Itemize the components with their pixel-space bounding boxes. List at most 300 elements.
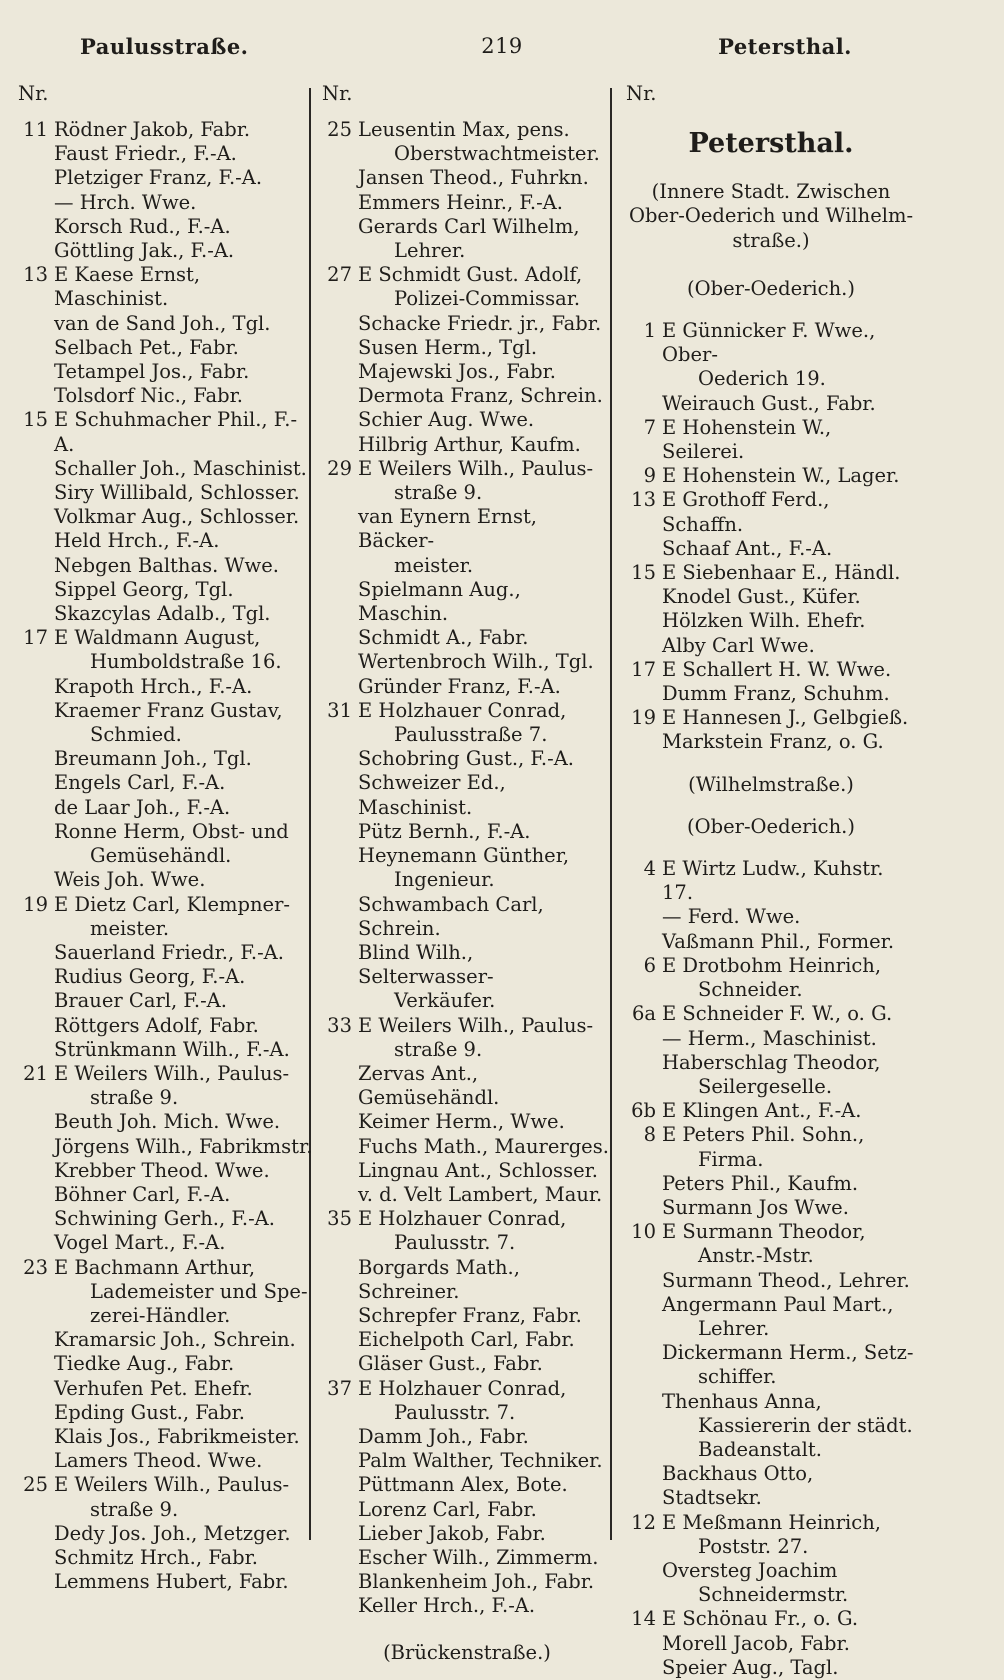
resident-text: Tolsdorf Nic., Fabr. [54,384,243,408]
resident-text: Epding Gust., Fabr. [54,1400,245,1424]
resident-text: zerei-Händler. [90,1303,231,1327]
house-number: 15 [631,561,656,585]
resident-text: Volkmar Aug., Schlosser. [54,505,300,529]
entry-line [626,319,916,367]
resident-text: Strünkmann Wilh., F.-A. [54,1037,290,1061]
resident-text: Weirauch Gust., Fabr. [662,391,876,415]
house-number: 1 [643,319,656,343]
entry-line [626,1293,916,1317]
entry-line [18,142,314,166]
resident-text: Lingnau Ant., Schlosser. [358,1158,598,1182]
house-number: 37 [327,1376,352,1400]
entry-line [322,1522,612,1546]
entry-line [322,699,612,723]
resident-text: Hilbrig Arthur, Kaufm. [358,432,581,456]
entry-line [626,416,916,464]
resident-text: Eichelpoth Carl, Fabr. [358,1328,575,1352]
entry-line [18,457,314,481]
entry-continuation [322,239,612,263]
entry-line [322,263,612,287]
house-number: 17 [631,657,656,681]
entry-continuation [322,554,612,578]
resident-text: Emmers Heinr., F.-A. [358,190,563,214]
entry-line [18,1425,314,1449]
entry-line [18,118,314,142]
resident-text: Skazcylas Adalb., Tgl. [54,602,271,626]
entry-list [626,319,916,755]
entry-line [18,166,314,190]
entry-line [18,578,314,602]
resident-text: Pletziger Franz, F.-A. [54,166,263,190]
resident-text: Paulusstraße 7. [394,723,548,747]
house-number: 7 [643,415,656,439]
resident-text: Krebber Theod. Wwe. [54,1158,270,1182]
entry-line [18,263,314,311]
resident-text: Morell Jacob, Fabr. [662,1631,850,1655]
resident-text: Sauerland Friedr., F.-A. [54,940,284,964]
resident-text: Damm Joh., Fabr. [358,1424,529,1448]
resident-text: Vogel Mart., F.-A. [54,1231,226,1255]
entry-line [626,1196,916,1220]
resident-text: Lehrer. [698,1316,770,1340]
entry-continuation [626,1583,916,1607]
resident-text: E Weilers Wilh., Paulus- [54,1061,290,1085]
house-number: 12 [631,1510,656,1534]
resident-text: E Weilers Wilh., Paulus- [358,1013,594,1037]
resident-text: Held Hrch., F.-A. [54,529,220,553]
house-number: 10 [631,1220,656,1244]
house-number: 13 [631,488,656,512]
entry-line [322,1449,612,1473]
house-number: 17 [23,626,48,650]
entry-line [18,1014,314,1038]
resident-text: Siry Willibald, Schlosser. [54,481,300,505]
resident-text: Röttgers Adolf, Fabr. [54,1013,259,1037]
resident-text: Surmann Theod., Lehrer. [662,1268,910,1292]
resident-text: — Herm., Maschinist. [662,1026,877,1050]
resident-text: Oversteg Joachim [662,1558,838,1582]
resident-text: E Holzhauer Conrad, [358,1376,567,1400]
resident-text: E Weilers Wilh., Paulus- [358,456,594,480]
entry-line [18,602,314,626]
entry-list [18,118,314,1594]
house-number: 14 [631,1607,656,1631]
resident-text: E Hohenstein W., Seilerei. [662,415,832,464]
entry-continuation [626,1535,916,1559]
entry-line [626,1172,916,1196]
resident-text: Lamers Theod. Wwe. [54,1449,263,1473]
entry-line [626,464,916,488]
resident-text: Ronne Herm, Obst- und [54,819,289,843]
entry-line [322,844,612,868]
house-number: 25 [327,118,352,141]
entry-line [18,1546,314,1570]
entry-line [626,1099,916,1123]
resident-text: Kassiererin der städt. [698,1413,913,1437]
resident-text: Leusentin Max, pens. [358,118,570,141]
entry-line [322,650,612,674]
entry-line [626,930,916,954]
entry-line [18,1135,314,1159]
resident-text: Verhufen Pet. Ehefr. [54,1376,253,1400]
entry-line [626,1123,916,1147]
entry-line [322,457,612,481]
resident-text: Schweizer Ed., Maschinist. [358,771,506,819]
resident-text: Alby Carl Wwe. [662,633,815,657]
entry-line [18,554,314,578]
resident-text: Dumm Franz, Schuhm. [662,682,890,706]
resident-text: E Dietz Carl, Klempner- [54,892,290,916]
nr-label: Nr. [322,82,353,105]
resident-text: Klais Jos., Fabrikmeister. [54,1424,300,1448]
entry-line [322,505,612,553]
resident-text: Lorenz Carl, Fabr. [358,1497,537,1521]
resident-text: straße 9. [90,1497,179,1521]
description-line: (Innere Stadt. Zwischen [651,180,891,204]
resident-text: Anstr.-Mstr. [698,1244,814,1268]
resident-text: Keller Hrch., F.-A. [358,1594,536,1618]
description-line: straße.) [732,228,810,252]
entry-continuation [626,978,916,1002]
resident-text: Lehrer. [394,239,466,263]
next-street-heading: (Brückenstraße.) [383,1640,551,1664]
house-number: 33 [327,1013,352,1037]
resident-text: Gründer Franz, F.-A. [358,674,561,698]
resident-text: Firma. [698,1147,764,1171]
entry-line [626,857,916,905]
entry-line [322,1352,612,1376]
resident-text: van Eynern Ernst, Bäcker- [358,505,537,553]
entry-line [18,1328,314,1352]
entry-line [322,1425,612,1449]
resident-text: Schwining Gerh., F.-A. [54,1207,275,1231]
entry-line [322,941,612,989]
entry-line [18,1207,314,1231]
entry-continuation [18,1086,314,1110]
entry-line [18,820,314,844]
page-number: 219 [481,34,523,58]
resident-text: E Hohenstein W., Lager. [662,464,900,488]
entry-line [322,1570,612,1594]
entry-line [18,505,314,529]
entry-continuation [18,1280,314,1304]
resident-text: Dermota Franz, Schrein. [358,384,603,408]
resident-text: Blind Wilh., Selterwasser- [358,940,494,989]
resident-text: Beuth Joh. Mich. Wwe. [54,1110,281,1134]
house-number: 13 [23,263,48,287]
entry-line [626,1220,916,1244]
resident-text: Schier Aug. Wwe. [358,408,535,432]
resident-text: Wertenbroch Wilh., Tgl. [358,650,594,674]
entry-line [322,578,612,626]
entry-line [322,1159,612,1183]
resident-text: Jansen Theod., Fuhrkn. [358,166,589,190]
description-line: Ober-Oederich und Wilhelm- [628,204,914,228]
nr-label: Nr. [18,82,49,105]
entry-line [322,1135,612,1159]
entry-line [18,312,314,336]
entry-line [18,771,314,795]
entry-line [626,954,916,978]
entry-continuation [322,723,612,747]
resident-text: Lieber Jakob, Fabr. [358,1521,546,1545]
resident-text: Majewski Jos., Fabr. [358,360,556,384]
entry-line [322,893,612,941]
house-number: 15 [23,408,48,432]
resident-text: E Grothoff Ferd., Schaffn. [662,488,830,536]
entry-continuation [322,287,612,311]
house-number: 19 [631,706,656,730]
resident-text: Kraemer Franz Gustav, [54,698,283,722]
resident-text: Nebgen Balthas. Wwe. [54,553,279,577]
resident-text: Brauer Carl, F.-A. [54,989,227,1013]
resident-text: Schacke Friedr. jr., Fabr. [358,311,602,335]
subsection-heading: (Ober-Oederich.) [687,276,855,300]
entry-continuation [322,1401,612,1425]
resident-text: Knodel Gust., Küfer. [662,585,861,609]
entry-line [322,1207,612,1231]
resident-text: de Laar Joh., F.-A. [54,795,231,819]
house-number: 6b [631,1099,656,1123]
resident-text: E Bachmann Arthur, [54,1255,256,1279]
entry-line [18,336,314,360]
resident-text: Zervas Ant., Gemüsehändl. [358,1061,500,1110]
resident-text: Oederich 19. [698,367,826,391]
resident-text: Blankenheim Joh., Fabr. [358,1570,595,1594]
entry-line [18,796,314,820]
entry-line [322,384,612,408]
resident-text: E Drotbohm Heinrich, [662,953,882,977]
entry-line [626,1632,916,1656]
entry-line [18,1062,314,1086]
entry-line [322,1377,612,1401]
resident-text: — Ferd. Wwe. [662,905,801,929]
house-number: 27 [327,263,352,287]
house-number: 25 [23,1473,48,1497]
subsection-heading: (Ober-Oederich.) [687,814,855,838]
entry-line [322,166,612,190]
street-description [626,180,916,253]
resident-text: Paulusstr. 7. [394,1231,516,1255]
resident-text: E Schmidt Gust. Adolf, [358,263,583,287]
resident-text: Kramarsic Joh., Schrein. [54,1328,296,1352]
house-number: 6a [631,1002,656,1026]
resident-text: Lademeister und Spe- [90,1279,308,1303]
entry-line [18,360,314,384]
entry-line [626,609,916,633]
entry-continuation [626,1365,916,1389]
entry-continuation [18,723,314,747]
entry-line [18,747,314,771]
resident-text: Seilergeselle. [698,1074,833,1098]
resident-text: Spielmann Aug., Maschin. [358,577,521,626]
resident-text: Schaaf Ant., F.-A. [662,536,833,560]
resident-text: E Günnicker F. Wwe., Ober- [662,319,876,367]
entry-line [18,239,314,263]
entry-line [626,1027,916,1051]
resident-text: Sippel Georg, Tgl. [54,577,234,601]
entry-line [322,820,612,844]
resident-text: Heynemann Günther, [358,844,570,868]
resident-text: Schneider. [698,978,803,1002]
entry-line [626,1559,916,1583]
resident-text: Schmitz Hrch., Fabr. [54,1545,258,1569]
entry-line [18,675,314,699]
entry-continuation [322,1038,612,1062]
entry-continuation [626,1414,916,1438]
resident-text: Humboldstraße 16. [90,650,282,674]
entry-line [626,585,916,609]
entry-line [322,336,612,360]
entry-continuation [322,481,612,505]
entry-line [626,634,916,658]
entry-line [322,408,612,432]
entry-line [322,1498,612,1522]
entry-line [626,682,916,706]
house-number: 21 [23,1061,48,1085]
entry-line [626,488,916,536]
resident-text: Polizei-Commissar. [394,287,581,311]
entry-line [18,1352,314,1376]
nr-label: Nr. [626,82,657,105]
resident-text: Fuchs Math., Maurerges. [358,1134,609,1158]
resident-text: Peters Phil., Kaufm. [662,1171,859,1195]
entry-line [322,1110,612,1134]
entry-line [322,1594,612,1618]
entry-continuation [626,1148,916,1172]
resident-text: v. d. Velt Lambert, Maur. [358,1182,603,1206]
entry-line [18,1159,314,1183]
resident-text: Selbach Pet., Fabr. [54,335,239,359]
entry-line [18,941,314,965]
resident-text: Faust Friedr., F.-A. [54,142,237,166]
entry-continuation [322,868,612,892]
resident-text: straße 9. [394,481,483,505]
entry-line [18,529,314,553]
resident-text: Escher Wilh., Zimmerm. [358,1545,599,1569]
resident-text: E Weilers Wilh., Paulus- [54,1473,290,1497]
entry-line [322,1473,612,1497]
entry-continuation [18,1304,314,1328]
entry-continuation [322,1231,612,1255]
resident-text: E Schuhmacher Phil., F.-A. [54,408,298,456]
running-head-left: Paulusstraße. [80,34,249,59]
entry-line [18,1473,314,1497]
house-number: 23 [23,1255,48,1279]
entry-line [322,1256,612,1304]
entry-line [322,215,612,239]
resident-text: meister. [90,916,170,940]
entry-line [322,312,612,336]
resident-text: E Surmann Theodor, [662,1220,866,1244]
entry-line [322,1304,612,1328]
resident-text: — Hrch. Wwe. [54,190,197,214]
entry-line [626,1390,916,1414]
resident-text: E Schallert H. W. Wwe. [662,657,892,681]
entry-line [626,1511,916,1535]
entry-continuation [626,1317,916,1341]
resident-text: Schobring Gust., F.-A. [358,747,574,771]
entry-line [18,1570,314,1594]
entry-line [18,1231,314,1255]
resident-text: Schmidt A., Fabr. [358,626,529,650]
resident-text: Susen Herm., Tgl. [358,335,538,359]
resident-text: meister. [394,553,474,577]
resident-text: Surmann Jos Wwe. [662,1195,849,1219]
entry-line [626,1269,916,1293]
resident-text: Engels Carl, F.-A. [54,771,226,795]
entry-line [626,1462,916,1510]
entry-line [322,1546,612,1570]
resident-text: Rödner Jakob, Fabr. [54,118,251,141]
resident-text: Gemüsehändl. [90,844,232,868]
resident-text: E Kaese Ernst, Maschinist. [54,263,201,311]
resident-text: straße 9. [90,1086,179,1110]
entry-line [626,1607,916,1631]
resident-text: Böhner Carl, F.-A. [54,1182,231,1206]
resident-text: E Peters Phil. Sohn., [662,1123,865,1147]
resident-text: Schwambach Carl, Schrein. [358,892,544,940]
resident-text: straße 9. [394,1037,483,1061]
resident-text: Lemmens Hubert, Fabr. [54,1570,289,1594]
entry-continuation [18,1498,314,1522]
entry-line [18,1401,314,1425]
resident-text: Backhaus Otto, Stadtsekr. [662,1462,814,1510]
entry-line [18,384,314,408]
entry-line [322,626,612,650]
entry-continuation [18,917,314,941]
house-number: 29 [327,456,352,480]
entry-line [322,1062,612,1110]
entry-continuation [626,367,916,391]
entry-line [626,561,916,585]
resident-text: Korsch Rud., F.-A. [54,214,231,238]
column-middle [322,82,612,1665]
entry-line [18,1377,314,1401]
resident-text: Thenhaus Anna, [662,1389,822,1413]
resident-text: Schrepfer Franz, Fabr. [358,1303,582,1327]
entry-line [322,675,612,699]
subsection-heading: (Wilhelmstraße.) [688,772,854,796]
resident-text: E Klingen Ant., F.-A. [662,1099,862,1123]
resident-text: Hölzken Wilh. Ehefr. [662,609,866,633]
resident-text: Schaller Joh., Maschinist. [54,456,307,480]
resident-text: Dickermann Herm., Setz- [662,1341,914,1365]
resident-text: E Siebenhaar E., Händl. [662,561,901,585]
resident-text: Tiedke Aug., Fabr. [54,1352,235,1376]
resident-text: Oberstwachtmeister. [394,142,600,166]
entry-line [626,658,916,682]
resident-text: Weis Joh. Wwe. [54,868,206,892]
resident-text: Breumann Joh., Tgl. [54,747,252,771]
entry-line [18,893,314,917]
entry-line [322,1328,612,1352]
entry-line [626,392,916,416]
running-head-right: Petersthal. [718,34,852,59]
resident-text: E Holzhauer Conrad, [358,698,567,722]
house-number: 35 [327,1207,352,1231]
resident-text: Vaßmann Phil., Former. [662,929,895,953]
resident-text: Püttmann Alex, Bote. [358,1473,568,1497]
entry-line [322,1014,612,1038]
entry-line [18,1256,314,1280]
resident-text: Speier Aug., Tagl. [662,1655,839,1679]
entry-line [18,1110,314,1134]
resident-text: E Schneider F. W., o. G. [662,1002,893,1026]
resident-text: Ingenieur. [394,868,495,892]
entry-line [18,626,314,650]
entry-line [18,989,314,1013]
